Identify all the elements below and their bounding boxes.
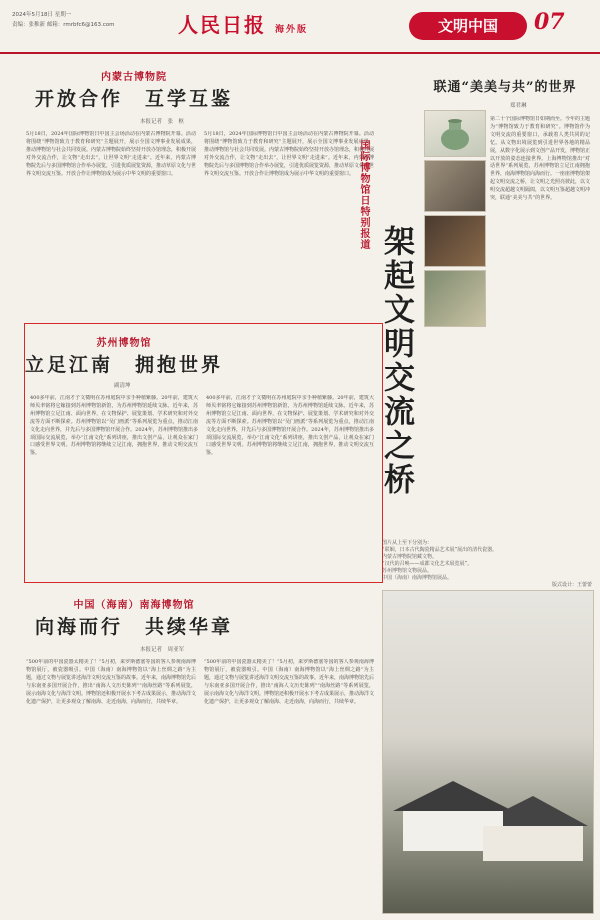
photo-suzhou-museum: [424, 270, 486, 327]
article-body-nanhai-col2: “500年前的中国瓷器太精美了！”5月初，来罗斯德塞等国的客人参观南海博物馆展厅，被瓷器吸引。中国（海南）南海博物馆以“海上丝绸之路”为主题，通过文物与展览讲述海洋文明交流互鉴的故事。近年来，南海博物馆先后与东南亚多国开展合作，推出“南海人文历史陈列”“南海丝路”等系列展览，展示南海文化与海洋文明。博物馆还积极开展水下考古成果展示，推动海洋文化遗产保护，让更多观众了解南海、走近南海，向海而行，共续华章。: [204, 659, 374, 705]
article-body-inner-mongolia-col2: 5月18日，2024年国际博物馆日中国主会场活动在内蒙古博物院开幕。活动将围绕“博物馆致力于教育和研究”主题展开，展示全国文博事业发展成果，推动博物馆与社会共同发展。内蒙古博物院始终坚持开放办馆理念，积极开展对外交流合作，让文物“走出去”，让世界文明“走进来”。近年来，内蒙古博物院先后与多国博物馆合作举办展览，引进优质展览资源，推动草原文化与世界文明交流互鉴。开放合作让博物馆成为展示中华文明的重要窗口。: [204, 131, 374, 177]
photo-suzhou-garden: [382, 590, 594, 914]
editors-line: 责编：张稚新 邮箱：rmrbfc6@163.com: [12, 22, 115, 28]
headline-suzhou: 立足江南 拥抱世界: [24, 354, 223, 376]
article-body-suzhou-col2: 400多年前，江南才子文徵明在苏州庭院中亲手种植紫藤。20年前，建筑大师贝聿铭将它嫁接到苏州博物馆新馆，为苏州博物馆延续文脉。近年来，苏州博物馆立足江南、面向世界，在文物保护、展览策划、学术研究和对外交流等方面不断探索。苏州博物馆以“吴门画派”等系列展览为重点，推动江南文化走向世界，并先后与多国博物馆开展合作。2024年，苏州博物馆推出多项国际交流展览，举办“江南文化”系列讲座，推出文创产品，让观众在家门口感受世界文明。苏州博物馆将继续立足江南，拥抱世界，推动文明交流互鉴。: [206, 395, 374, 457]
article-body-inner-mongolia-col1: 5月18日，2024年国际博物馆日中国主会场活动在内蒙古博物院开幕。活动将围绕“博物馆致力于教育和研究”主题展开，展示全国文博事业发展成果，推动博物馆与社会共同发展。内蒙古博物院始终坚持开放办馆理念，积极开展对外交流合作，让文物“走出去”，让世界文明“走进来”。近年来，内蒙古博物院先后与多国博物馆合作举办展览，引进优质展览资源，推动草原文化与世界文明交流互鉴。开放合作让博物馆成为展示中华文明的重要窗口。: [26, 131, 196, 177]
photo-porcelain: [424, 110, 486, 157]
newspaper-logo: [178, 9, 308, 38]
byline-inner-mongolia: 本报记者 张 枢: [140, 119, 185, 125]
article-kicker-nanhai: 中国（海南）南海博物馆: [73, 600, 195, 611]
photo-listing: [382, 540, 592, 589]
byline-nanhai: 本报记者 周亚军: [140, 647, 185, 653]
layout-credit: 版式设计：王蕾蕾: [551, 582, 592, 588]
logo-suffix: 海外版: [274, 25, 308, 35]
photo-listing-item: 苏州博物馆文物展品。: [382, 568, 433, 574]
feature-strap: 国际博物馆日特别报道: [358, 140, 369, 250]
article-kicker-suzhou: 苏州博物馆: [96, 338, 152, 349]
headline-inner-mongolia: 开放合作 互学互鉴: [34, 88, 233, 110]
date-line: 2024年5月18日 星期一: [12, 12, 72, 18]
section-name: 文明中国: [409, 12, 527, 40]
photo-listing-item: 内蒙古博物院馆藏文物。: [382, 554, 438, 560]
feature-title: 架起文明交流之桥: [378, 225, 414, 497]
photo-exhibition-hall: [424, 215, 486, 267]
masthead: [0, 0, 600, 54]
photo-listing-item: “汉代的召唤——成都文化艺术展览展”。: [382, 561, 473, 567]
article-kicker-inner-mongolia: 内蒙古博物院: [101, 72, 167, 83]
commentary-body: 第二十个国际博物馆日如期而至。今年的主题为“博物馆致力于教育和研究”。博物馆作为文明交流的重要窗口，承载着人类共同的记忆。从文物出境展览到引进世界各地的精品展，从数字化展示到文创产品开发，博物馆正以开放的姿态连接世界。上海博物馆推出“对话世界”系列展览，苏州博物馆立足江南拥抱世界，南海博物馆向海而行。一座座博物馆架起文明交流之桥，让文明之光照亮彼此，以文明交流超越文明隔阂，以文明互鉴超越文明冲突，联通“美美与共”的世界。: [490, 116, 590, 202]
suzhou-museum-roofline-illustration: [383, 591, 593, 913]
commentary-headline: 联通“美美与共”的世界: [433, 80, 577, 95]
porcelain-vessel-illustration: [425, 111, 485, 156]
logo-text: 人民日报: [178, 13, 266, 37]
photo-listing-item: 中国（海南）南海博物馆展品。: [382, 575, 453, 581]
page-number: 07: [534, 9, 565, 35]
headline-nanhai: 向海而行 共续华章: [34, 616, 233, 638]
commentary-byline: 郑君琳: [510, 103, 527, 109]
article-body-nanhai-col1: “500年前的中国瓷器太精美了！”5月初，来罗斯德塞等国的客人参观南海博物馆展厅，被瓷器吸引。中国（海南）南海博物馆以“海上丝绸之路”为主题，通过文物与展览讲述海洋文明交流互鉴的故事。近年来，南海博物馆先后与东南亚多国开展合作，推出“南海人文历史陈列”“南海丝路”等系列展览，展示南海文化与海洋文明。博物馆还积极开展水下考古成果展示，推动海洋文化遗产保护，让更多观众了解南海、走近南海，向海而行，共续华章。: [26, 659, 196, 705]
article-body-suzhou-col1: 400多年前，江南才子文徵明在苏州庭院中亲手种植紫藤。20年前，建筑大师贝聿铭将它嫁接到苏州博物馆新馆，为苏州博物馆延续文脉。近年来，苏州博物馆立足江南、面向世界，在文物保护、展览策划、学术研究和对外交流等方面不断探索。苏州博物馆以“吴门画派”等系列展览为重点，推动江南文化走向世界，并先后与多国博物馆开展合作。2024年，苏州博物馆推出多项国际交流展览，举办“江南文化”系列讲座，推出文创产品，让观众在家门口感受世界文明。苏州博物馆将继续立足江南，拥抱世界，推动文明交流互鉴。: [30, 395, 198, 457]
byline-suzhou: 副清坤: [114, 383, 131, 389]
photo-listing-intro: 图片从上至下分别为：: [382, 540, 433, 546]
photo-inner-mongolia-artifact: [424, 160, 486, 212]
photo-listing-item: “联姻，日本古代陶瓷精品艺术展”展出的清代瓷器。: [382, 547, 498, 553]
